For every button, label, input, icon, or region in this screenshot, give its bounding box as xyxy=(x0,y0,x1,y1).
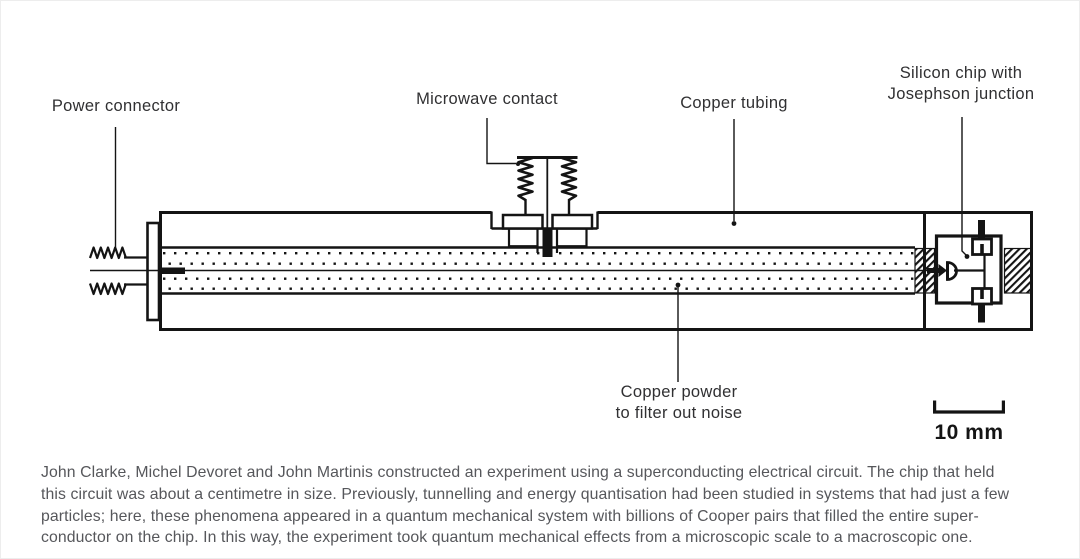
scale-bar xyxy=(933,401,1005,413)
silicon-chip-label-line1: Silicon chip with xyxy=(899,64,1023,82)
copper-powder-label-line1: Copper powder xyxy=(620,383,738,401)
caption-line-3: particles; here, these phenomena appeared in a quantum mechanical system with billions of Cooper pairs that filled the entire super- xyxy=(41,507,979,525)
copper-tubing-label: Copper tubing xyxy=(680,94,788,112)
caption-line-1: John Clarke, Michel Devoret and John Martinis constructed an experiment using a superconducting electrical circuit. The chip that held xyxy=(41,464,995,481)
silicon-chip-drawing xyxy=(915,220,1031,323)
copper-powder-label-line2: to filter out noise xyxy=(615,404,743,422)
copper-tube-drawing xyxy=(159,211,1032,331)
caption-line-4: conductor on the chip. In this way, the experiment took quantum mechanical effects from a microscopic scale to a macroscopic one. xyxy=(41,529,973,547)
scale-bar-label: 10 mm xyxy=(934,421,1004,444)
caption-line-2: this circuit was about a centimetre in size. Previously, tunnelling and energy quantisation had been studied in systems that had just a few xyxy=(41,485,1010,503)
figure-caption xyxy=(41,462,1051,549)
copper-powder-label xyxy=(616,382,743,424)
microwave-contact-drawing xyxy=(503,158,592,258)
power-connector-drawing xyxy=(90,223,163,320)
power-connector-label: Power connector xyxy=(51,97,181,115)
microwave-contact-label: Microwave contact xyxy=(416,90,558,108)
silicon-chip-label-line2: Josephson junction xyxy=(887,85,1035,103)
silicon-chip-label xyxy=(888,63,1035,105)
